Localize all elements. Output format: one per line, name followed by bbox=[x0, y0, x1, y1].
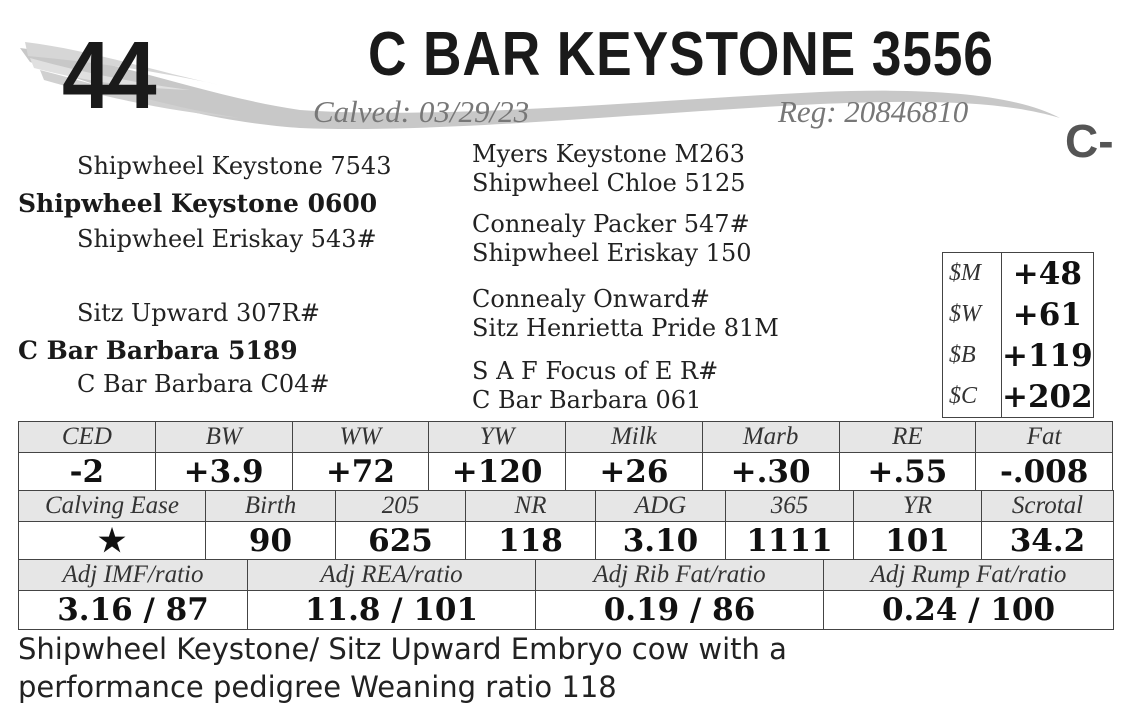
epd-value: +26 bbox=[566, 453, 703, 492]
performance-label: Birth bbox=[206, 491, 336, 522]
dollar-label: $C bbox=[943, 376, 1002, 418]
performance-label: 365 bbox=[726, 491, 854, 522]
epd-label: CED bbox=[19, 422, 156, 453]
ultrasound-label: Adj IMF/ratio bbox=[19, 560, 248, 591]
ultrasound-value: 0.19 / 86 bbox=[536, 591, 824, 630]
ultrasound-value: 11.8 / 101 bbox=[248, 591, 536, 630]
ultrasound-value: 0.24 / 100 bbox=[824, 591, 1114, 630]
pedigree-dam-sire: Sitz Upward 307R# bbox=[77, 299, 320, 327]
performance-label: ADG bbox=[596, 491, 726, 522]
pedigree-sire-sire-sire: Myers Keystone M263 bbox=[472, 140, 745, 168]
epd-label-row bbox=[19, 422, 1113, 453]
dollar-row bbox=[943, 294, 1094, 335]
pedigree-sire-dam-sire: Connealy Packer 547# bbox=[472, 210, 750, 238]
dollar-value: +202 bbox=[1002, 378, 1093, 415]
ultrasound-label: Adj REA/ratio bbox=[248, 560, 536, 591]
epd-table bbox=[18, 421, 1113, 492]
performance-value: 625 bbox=[336, 522, 466, 561]
pedigree-dam-dam: C Bar Barbara C04# bbox=[77, 370, 330, 398]
pedigree-dam-sire-sire: Connealy Onward# bbox=[472, 285, 711, 313]
performance-label: YR bbox=[854, 491, 982, 522]
epd-label: BW bbox=[155, 422, 292, 453]
registration-number: Reg: 20846810 bbox=[778, 94, 969, 129]
dollar-label: $B bbox=[943, 335, 1002, 376]
dollar-value: +61 bbox=[1012, 296, 1082, 333]
performance-value: 118 bbox=[466, 522, 596, 561]
pedigree-sire-sire: Shipwheel Keystone 7543 bbox=[77, 152, 392, 180]
dollar-label: $W bbox=[943, 294, 1002, 335]
epd-value: -2 bbox=[19, 453, 156, 492]
performance-value: 90 bbox=[206, 522, 336, 561]
ultrasound-value: 3.16 / 87 bbox=[19, 591, 248, 630]
performance-value: 34.2 bbox=[982, 522, 1114, 561]
performance-value: 101 bbox=[854, 522, 982, 561]
epd-value: +120 bbox=[429, 453, 566, 492]
animal-name: C BAR KEYSTONE 3556 bbox=[368, 20, 994, 89]
lot-number: 44 bbox=[62, 22, 153, 129]
pedigree-sire: Shipwheel Keystone 0600 bbox=[18, 189, 378, 218]
ultrasound-label: Adj Rib Fat/ratio bbox=[536, 560, 824, 591]
performance-value: 3.10 bbox=[596, 522, 726, 561]
dollar-row bbox=[943, 376, 1094, 418]
dollar-label: $M bbox=[943, 253, 1002, 295]
performance-label: NR bbox=[466, 491, 596, 522]
ultrasound-table bbox=[18, 559, 1114, 630]
pedigree-dam-dam-dam: C Bar Barbara 061 bbox=[472, 386, 702, 414]
dollar-value: +48 bbox=[1012, 255, 1082, 292]
epd-label: Milk bbox=[566, 422, 703, 453]
epd-label: RE bbox=[839, 422, 976, 453]
ultrasound-value-row bbox=[19, 591, 1114, 630]
calved-date: Calved: 03/29/23 bbox=[313, 94, 530, 129]
ultrasound-label-row bbox=[19, 560, 1114, 591]
calving-ease-star-icon: ★ bbox=[19, 522, 206, 561]
pedigree-dam-dam-sire: S A F Focus of E R# bbox=[472, 357, 719, 385]
epd-label: Fat bbox=[976, 422, 1113, 453]
grade: C- bbox=[1065, 115, 1114, 167]
pedigree-dam: C Bar Barbara 5189 bbox=[18, 336, 298, 365]
epd-value-row bbox=[19, 453, 1113, 492]
performance-value: 1111 bbox=[726, 522, 854, 561]
performance-label: Scrotal bbox=[982, 491, 1114, 522]
performance-label-row bbox=[19, 491, 1114, 522]
epd-value: +72 bbox=[292, 453, 429, 492]
epd-value: +3.9 bbox=[155, 453, 292, 492]
pedigree-sire-dam-dam: Shipwheel Eriskay 150 bbox=[472, 239, 752, 267]
performance-label: 205 bbox=[336, 491, 466, 522]
ultrasound-label: Adj Rump Fat/ratio bbox=[824, 560, 1114, 591]
epd-value: +.55 bbox=[839, 453, 976, 492]
dollar-row bbox=[943, 253, 1094, 295]
epd-label: Marb bbox=[702, 422, 839, 453]
comment-line-1: Shipwheel Keystone/ Sitz Upward Embryo cow with a bbox=[18, 632, 787, 666]
epd-value: +.30 bbox=[702, 453, 839, 492]
dollar-value: +119 bbox=[1002, 337, 1093, 374]
epd-label: YW bbox=[429, 422, 566, 453]
dollar-row bbox=[943, 335, 1094, 376]
performance-table bbox=[18, 490, 1114, 561]
pedigree-dam-sire-dam: Sitz Henrietta Pride 81M bbox=[472, 314, 779, 342]
performance-value-row bbox=[19, 522, 1114, 561]
dollar-values-table bbox=[942, 252, 1094, 418]
performance-label: Calving Ease bbox=[19, 491, 206, 522]
epd-value: -.008 bbox=[976, 453, 1113, 492]
epd-label: WW bbox=[292, 422, 429, 453]
pedigree-sire-sire-dam: Shipwheel Chloe 5125 bbox=[472, 169, 746, 197]
comment-line-2: performance pedigree Weaning ratio 118 bbox=[18, 670, 617, 704]
pedigree-sire-dam: Shipwheel Eriskay 543# bbox=[77, 225, 377, 253]
